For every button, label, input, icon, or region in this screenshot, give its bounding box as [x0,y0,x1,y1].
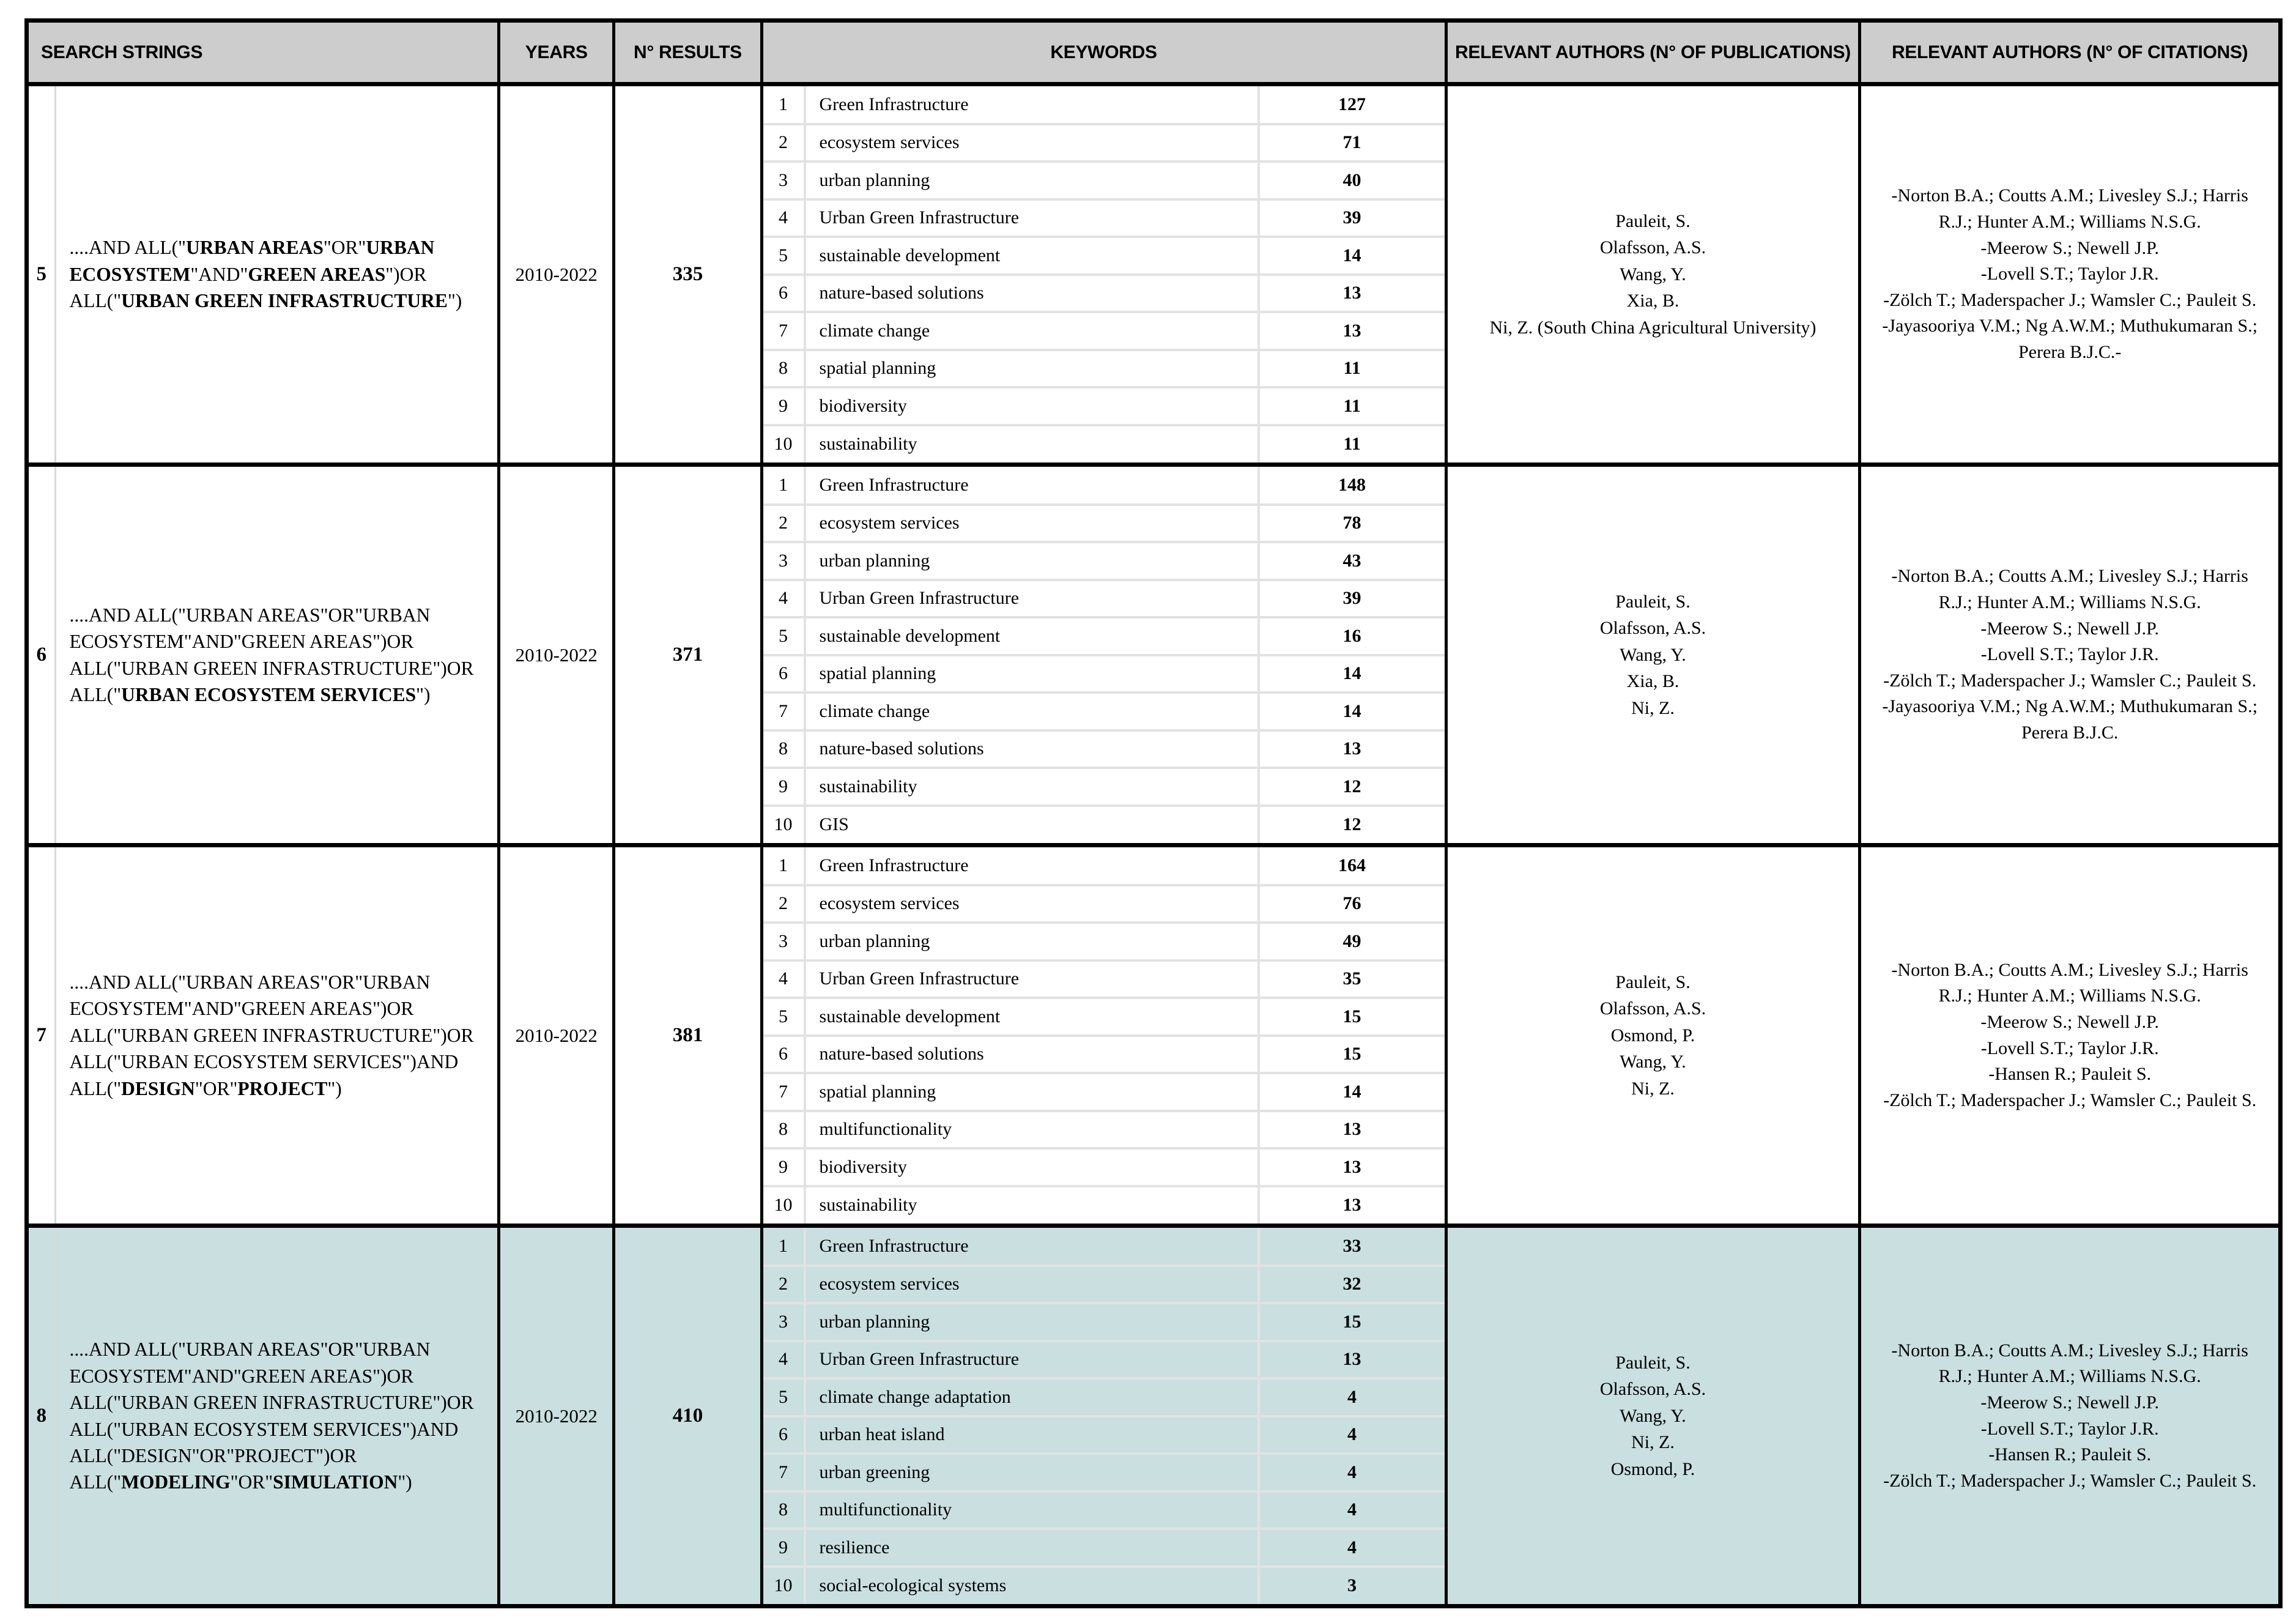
keyword-label: sustainability [805,425,1259,463]
keyword-rank: 5 [763,998,805,1036]
keyword-label: ecosystem services [805,124,1259,162]
keyword-row [763,1266,1445,1304]
keywords-cell [761,84,1446,465]
keyword-rank: 8 [763,1491,805,1529]
keyword-label: Urban Green Infrastructure [805,199,1259,237]
authors-citations-cell [1860,1226,2281,1606]
keyword-row [763,693,1445,730]
author-publication-entry: Ni, Z. [1631,1432,1675,1453]
keyword-occurrence: 13 [1259,1341,1445,1379]
keyword-row [763,312,1445,350]
keyword-label: ecosystem services [805,885,1259,923]
keyword-rank: 10 [763,806,805,844]
keyword-occurrence: 4 [1259,1491,1445,1529]
keyword-row [763,387,1445,425]
search-string-segment: URBAN AREAS [186,237,324,259]
keyword-label: climate change adaptation [805,1378,1259,1416]
keywords-cell [761,465,1446,845]
author-citation-entry: -Meerow S.; Newell J.P. [1980,618,2160,639]
author-citation-entry: -Norton B.A.; Coutts A.M.; Livesley S.J.; Harris R.J.; Hunter A.M.; Williams N.S.G. [1891,1340,2248,1387]
row-index: 7 [27,845,56,1226]
author-citation-entry: -Zölch T.; Maderspacher J.; Wamsler C.; Pauleit S. [1883,1090,2257,1110]
author-citation-entry: -Jayasooriya V.M.; Ng A.W.M.; Muthukumaran S.; Perera B.J.C.- [1882,316,2258,362]
keyword-row [763,542,1445,580]
keyword-rank: 2 [763,885,805,923]
author-publication-entry: Wang, Y. [1620,1052,1686,1072]
keyword-row [763,806,1445,844]
keyword-label: Green Infrastructure [805,847,1259,885]
keyword-rank: 4 [763,1341,805,1379]
keyword-label: Green Infrastructure [805,86,1259,124]
keyword-rank: 10 [763,1186,805,1224]
keyword-occurrence: 15 [1259,998,1445,1036]
keyword-occurrence: 13 [1259,1111,1445,1149]
keyword-label: nature-based solutions [805,1036,1259,1074]
keyword-rank: 6 [763,655,805,693]
row-index: 5 [27,84,56,465]
keyword-rank: 7 [763,1073,805,1111]
keyword-row [763,768,1445,806]
keyword-occurrence: 13 [1259,730,1445,768]
keyword-occurrence: 12 [1259,768,1445,806]
author-citation-entry: -Lovell S.T.; Taylor J.R. [1980,264,2159,284]
author-citation-entry: -Meerow S.; Newell J.P. [1980,1392,2160,1413]
search-string-segment: URBAN GREEN INFRASTRUCTURE [121,290,448,312]
keyword-row [763,923,1445,960]
search-string-segment: "OR" [194,1077,238,1099]
keyword-occurrence: 148 [1259,467,1445,505]
author-publication-entry: Olafsson, A.S. [1599,618,1706,639]
keyword-label: Urban Green Infrastructure [805,580,1259,618]
search-string-cell [55,84,499,465]
keyword-label: sustainability [805,768,1259,806]
column-header-authors-publications: RELEVANT AUTHORS (N° OF PUBLICATIONS) [1446,21,1860,84]
search-string-segment: "OR" [230,1471,273,1493]
keyword-label: urban greening [805,1454,1259,1491]
search-string-segment: ....AND ALL(" [69,237,186,259]
keyword-rank: 4 [763,580,805,618]
keyword-occurrence: 78 [1259,505,1445,543]
keyword-rank: 9 [763,1529,805,1567]
search-string-segment: GREEN AREAS [248,263,386,285]
author-citation-entry: -Zölch T.; Maderspacher J.; Wamsler C.; Pauleit S. [1883,670,2257,691]
keyword-row [763,1454,1445,1491]
search-string-segment: ....AND ALL("URBAN AREAS"OR"URBAN ECOSYSTEM"AND"GREEN AREAS")OR ALL("URBAN GREEN INFRASTRUCTURE")OR ALL("URBAN ECOSYSTEM SERVICES")AND ALL(" [69,971,474,1099]
author-publication-entry: Ni, Z. [1631,1078,1675,1099]
keyword-occurrence: 127 [1259,86,1445,124]
keyword-label: Green Infrastructure [805,467,1259,505]
years-cell: 2010-2022 [499,845,614,1226]
keyword-rank: 3 [763,162,805,199]
keyword-label: sustainability [805,1186,1259,1224]
search-strings-results-table [24,18,2283,1608]
keyword-rank: 2 [763,505,805,543]
keywords-cell [761,845,1446,1226]
keyword-occurrence: 32 [1259,1266,1445,1304]
keyword-label: spatial planning [805,1073,1259,1111]
n-results-cell: 381 [614,845,761,1226]
keyword-label: urban planning [805,923,1259,960]
keyword-row [763,1186,1445,1224]
table-row [27,84,2281,465]
search-string-cell [55,465,499,845]
author-citation-entry: -Norton B.A.; Coutts A.M.; Livesley S.J.; Harris R.J.; Hunter A.M.; Williams N.S.G. [1891,185,2248,232]
column-header-keywords: KEYWORDS [761,21,1446,84]
keyword-rank: 3 [763,542,805,580]
keyword-occurrence: 14 [1259,237,1445,275]
keyword-label: urban planning [805,1303,1259,1341]
keyword-row [763,1529,1445,1567]
table-row [27,845,2281,1226]
keywords-table [763,467,1445,843]
keyword-rank: 10 [763,1567,805,1605]
search-string-segment: ") [398,1471,412,1493]
keyword-label: climate change [805,312,1259,350]
search-string-segment: ....AND ALL("URBAN AREAS"OR"URBAN ECOSYSTEM"AND"GREEN AREAS")OR ALL("URBAN GREEN INFRASTRUCTURE")OR ALL("URBAN ECOSYSTEM SERVICES")AND ALL("DESIGN"OR"PROJECT")OR ALL(" [69,1339,474,1493]
keyword-rank: 4 [763,960,805,998]
keyword-row [763,275,1445,313]
author-citation-entry: -Meerow S.; Newell J.P. [1980,237,2160,258]
keyword-occurrence: 49 [1259,923,1445,960]
keyword-rank: 7 [763,312,805,350]
keyword-occurrence: 14 [1259,693,1445,730]
keyword-occurrence: 76 [1259,885,1445,923]
keyword-label: multifunctionality [805,1111,1259,1149]
search-string-segment: MODELING [121,1471,231,1493]
keyword-occurrence: 13 [1342,1195,1361,1216]
keyword-label: Urban Green Infrastructure [805,1341,1259,1379]
author-publication-entry: Pauleit, S. [1615,210,1691,231]
keyword-rank: 1 [763,86,805,124]
keyword-row [763,350,1445,388]
keywords-cell [761,1226,1446,1606]
keyword-row [763,1341,1445,1379]
keyword-label: biodiversity [805,387,1259,425]
keyword-label: urban heat island [805,1416,1259,1454]
search-string-segment: ") [327,1077,342,1099]
author-publication-entry: Osmond, P. [1610,1458,1695,1479]
keyword-occurrence: 71 [1259,124,1445,162]
keyword-label: climate change [805,693,1259,730]
keyword-occurrence: 14 [1259,655,1445,693]
search-string-segment: ....AND ALL("URBAN AREAS"OR"URBAN ECOSYSTEM"AND"GREEN AREAS")OR ALL("URBAN GREEN INFRASTRUCTURE")OR ALL(" [69,604,474,705]
keyword-occurrence: 13 [1259,312,1445,350]
years-cell: 2010-2022 [499,1226,614,1606]
keyword-rank: 9 [763,768,805,806]
keyword-row [763,1303,1445,1341]
search-string-segment: ") [447,290,462,312]
author-publication-entry: Olafsson, A.S. [1599,237,1706,258]
keyword-occurrence: 11 [1343,434,1361,455]
keyword-label: GIS [805,806,1259,844]
keyword-occurrence: 39 [1259,580,1445,618]
author-publication-entry: Wang, Y. [1620,264,1686,284]
keyword-label: sustainable development [805,237,1259,275]
keyword-label: nature-based solutions [805,730,1259,768]
keyword-occurrence: 39 [1259,199,1445,237]
keyword-row [763,467,1445,505]
keyword-rank: 8 [763,730,805,768]
author-publication-entry: Olafsson, A.S. [1599,1379,1706,1400]
keyword-occurrence: 14 [1259,1073,1445,1111]
author-citation-entry: -Lovell S.T.; Taylor J.R. [1980,644,2159,665]
author-publication-entry: Xia, B. [1626,671,1679,692]
keyword-rank: 5 [763,1378,805,1416]
search-string-segment: ")OR ALL(" [69,263,427,312]
search-string-segment: DESIGN [121,1077,195,1099]
keyword-label: spatial planning [805,350,1259,388]
author-citation-entry: -Jayasooriya V.M.; Ng A.W.M.; Muthukumaran S.; Perera B.J.C. [1882,696,2258,743]
author-citation-entry: -Norton B.A.; Coutts A.M.; Livesley S.J.; Harris R.J.; Hunter A.M.; Williams N.S.G. [1891,566,2248,613]
keyword-row [763,655,1445,693]
author-citation-entry: -Norton B.A.; Coutts A.M.; Livesley S.J.; Harris R.J.; Hunter A.M.; Williams N.S.G. [1891,959,2248,1006]
search-string-segment: ") [416,683,431,705]
keyword-row [763,1228,1445,1266]
keyword-label: resilience [805,1529,1259,1567]
keyword-occurrence: 35 [1259,960,1445,998]
keyword-row [763,1111,1445,1149]
search-string-cell [55,1226,499,1606]
keyword-row [763,425,1445,463]
years-cell: 2010-2022 [499,465,614,845]
keyword-rank: 10 [763,425,805,463]
keyword-label: Green Infrastructure [805,1228,1259,1266]
author-citation-entry: -Zölch T.; Maderspacher J.; Wamsler C.; Pauleit S. [1883,289,2257,310]
keyword-rank: 5 [763,237,805,275]
keyword-occurrence: 40 [1259,162,1445,199]
keyword-row [763,1036,1445,1074]
keyword-occurrence: 33 [1259,1228,1445,1266]
keyword-occurrence: 43 [1259,542,1445,580]
table-header [27,21,2281,84]
keyword-row [763,617,1445,655]
keyword-rank: 7 [763,1454,805,1491]
keyword-rank: 6 [763,1036,805,1074]
keyword-rank: 1 [763,467,805,505]
keyword-occurrence: 4 [1259,1378,1445,1416]
keyword-label: sustainable development [805,998,1259,1036]
author-publication-entry: Olafsson, A.S. [1599,998,1706,1019]
keyword-occurrence: 4 [1259,1454,1445,1491]
keyword-row [763,1416,1445,1454]
keyword-label: spatial planning [805,655,1259,693]
keyword-label: biodiversity [805,1148,1259,1186]
author-citation-entry: -Zölch T.; Maderspacher J.; Wamsler C.; Pauleit S. [1883,1470,2257,1491]
author-publication-entry: Ni, Z. [1631,697,1675,718]
keyword-rank: 6 [763,1416,805,1454]
keyword-occurrence: 15 [1259,1303,1445,1341]
keyword-label: ecosystem services [805,1266,1259,1304]
keyword-occurrence: 4 [1259,1529,1445,1567]
keyword-rank: 5 [763,617,805,655]
keyword-rank: 9 [763,1148,805,1186]
keyword-rank: 1 [763,847,805,885]
authors-publications-cell [1446,845,1860,1226]
author-citation-entry: -Hansen R.; Pauleit S. [1988,1444,2152,1465]
keyword-row [763,960,1445,998]
author-publication-entry: Pauleit, S. [1615,971,1691,992]
keyword-label: social-ecological systems [805,1567,1259,1605]
keyword-label: nature-based solutions [805,275,1259,313]
search-string-segment: "OR" [323,237,366,259]
author-publication-entry: Wang, Y. [1620,1405,1686,1426]
n-results-cell: 335 [614,84,761,465]
column-header-years: YEARS [499,21,614,84]
keyword-occurrence: 11 [1259,387,1445,425]
keyword-rank: 3 [763,1303,805,1341]
keyword-row [763,998,1445,1036]
keyword-label: sustainable development [805,617,1259,655]
search-string-segment: URBAN ECOSYSTEM [69,237,435,285]
keyword-row [763,730,1445,768]
keyword-row [763,1378,1445,1416]
author-publication-entry: Osmond, P. [1610,1025,1695,1045]
keyword-occurrence: 11 [1259,350,1445,388]
keyword-occurrence: 13 [1259,275,1445,313]
author-citation-entry: -Lovell S.T.; Taylor J.R. [1980,1038,2159,1058]
keyword-occurrence: 12 [1342,814,1361,835]
author-publication-entry: Wang, Y. [1620,644,1686,665]
table-row [27,465,2281,845]
keyword-rank: 2 [763,1266,805,1304]
authors-citations-cell [1860,845,2281,1226]
author-citation-entry: -Lovell S.T.; Taylor J.R. [1980,1418,2159,1439]
search-string-segment: PROJECT [237,1077,328,1099]
keyword-label: multifunctionality [805,1491,1259,1529]
keyword-row [763,885,1445,923]
keyword-rank: 1 [763,1228,805,1266]
keyword-row [763,199,1445,237]
keyword-row [763,505,1445,543]
search-string-segment: "AND" [190,263,248,285]
column-header-n-results: N° RESULTS [614,21,761,84]
authors-publications-cell [1446,84,1860,465]
keyword-rank: 2 [763,124,805,162]
search-string-segment: SIMULATION [273,1471,398,1493]
keyword-occurrence: 15 [1259,1036,1445,1074]
authors-publications-cell [1446,1226,1860,1606]
years-cell: 2010-2022 [499,84,614,465]
author-publication-entry: Xia, B. [1626,291,1679,311]
n-results-cell: 371 [614,465,761,845]
table-body [27,84,2281,1606]
keyword-rank: 3 [763,923,805,960]
keyword-row [763,1148,1445,1186]
keyword-row [763,237,1445,275]
keyword-rank: 8 [763,1111,805,1149]
keyword-rank: 8 [763,350,805,388]
column-header-authors-citations: RELEVANT AUTHORS (N° OF CITATIONS) [1860,21,2281,84]
author-citation-entry: -Meerow S.; Newell J.P. [1980,1011,2160,1032]
keyword-row [763,1567,1445,1605]
search-string-cell [55,845,499,1226]
keyword-row [763,124,1445,162]
author-publication-entry: Ni, Z. (South China Agricultural University) [1489,317,1816,338]
authors-citations-cell [1860,465,2281,845]
keyword-row [763,162,1445,199]
authors-citations-cell [1860,84,2281,465]
search-string-segment: URBAN ECOSYSTEM SERVICES [121,683,417,705]
keyword-occurrence: 164 [1259,847,1445,885]
keywords-table [763,86,1445,462]
authors-publications-cell [1446,465,1860,845]
keyword-row [763,1491,1445,1529]
keyword-rank: 6 [763,275,805,313]
row-index: 8 [27,1226,56,1606]
n-results-cell: 410 [614,1226,761,1606]
table-row [27,1226,2281,1606]
keyword-rank: 4 [763,199,805,237]
keyword-occurrence: 16 [1259,617,1445,655]
keyword-row [763,1073,1445,1111]
keyword-rank: 9 [763,387,805,425]
keyword-occurrence: 13 [1259,1148,1445,1186]
keyword-rank: 7 [763,693,805,730]
author-citation-entry: -Hansen R.; Pauleit S. [1988,1064,2152,1085]
keyword-label: urban planning [805,542,1259,580]
keyword-label: ecosystem services [805,505,1259,543]
keyword-row [763,580,1445,618]
keyword-occurrence: 4 [1259,1416,1445,1454]
keywords-table [763,847,1445,1224]
keyword-label: urban planning [805,162,1259,199]
author-publication-entry: Pauleit, S. [1615,1352,1691,1373]
header-row [27,21,2281,84]
column-header-search-strings: SEARCH STRINGS [27,21,499,84]
keyword-row [763,86,1445,124]
keyword-occurrence: 3 [1259,1567,1445,1605]
keywords-table [763,1228,1445,1604]
keyword-label: Urban Green Infrastructure [805,960,1259,998]
author-publication-entry: Pauleit, S. [1615,591,1691,612]
row-index: 6 [27,465,56,845]
keyword-row [763,847,1445,885]
